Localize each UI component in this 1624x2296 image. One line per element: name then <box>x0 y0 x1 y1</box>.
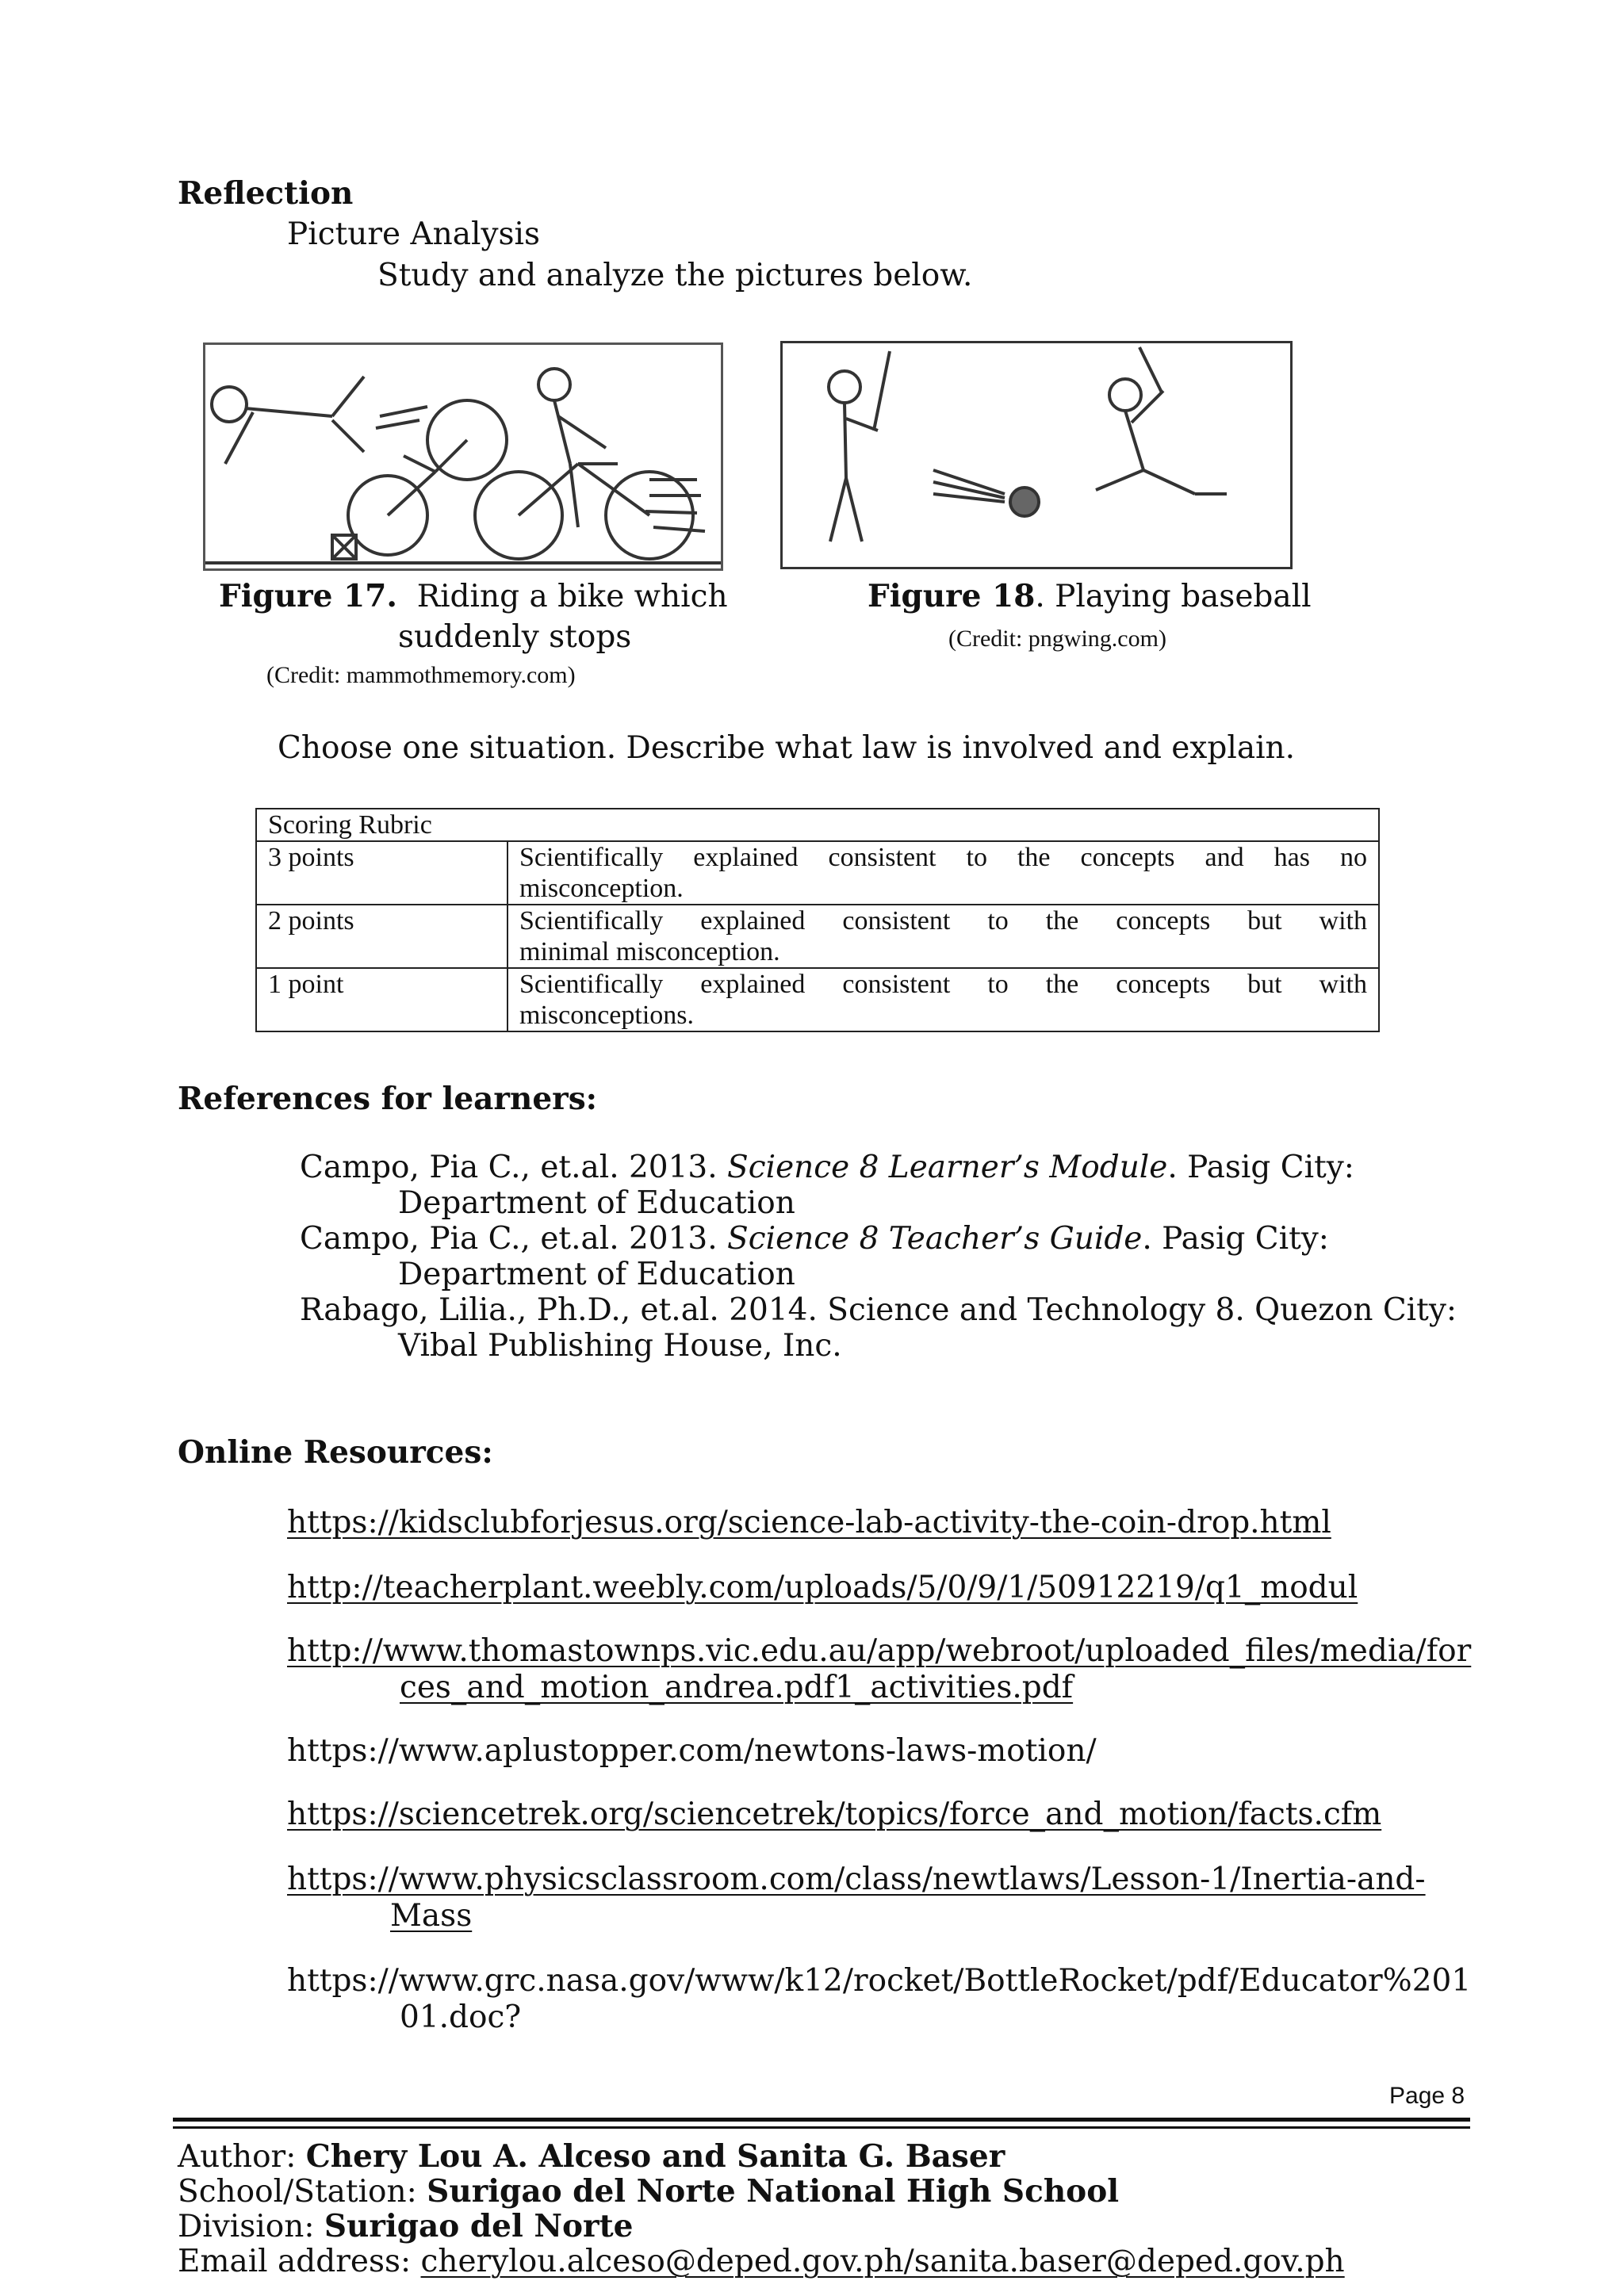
figure-18-credit: (Credit: pngwing.com) <box>948 626 1166 652</box>
section-heading-reflection: Reflection <box>178 175 354 212</box>
author-names: Chery Lou A. Alceso and Sanita G. Baser <box>305 2138 1005 2175</box>
school-name: Surigao del Norte National High School <box>427 2173 1120 2210</box>
online-link[interactable]: http://www.thomastownps.vic.edu.au/app/webroot/uploaded_files/media/for <box>287 1633 1472 1669</box>
figure-17-caption-line1 <box>219 579 728 615</box>
section-heading-references: References for learners: <box>178 1081 598 1117</box>
online-link[interactable]: http://teacherplant.weebly.com/uploads/5/0/9/1/50912219/q1_modul <box>287 1570 1358 1605</box>
reference-item: Campo, Pia C., et.al. 2013. Science 8 Learner’s Module. Pasig City: <box>300 1150 1354 1185</box>
rubric-row <box>256 841 1379 905</box>
page-number: Page 8 <box>1389 2083 1465 2109</box>
bike-accident-illustration <box>205 345 721 568</box>
rubric-points: 3 points <box>256 841 508 905</box>
rubric-points: 1 point <box>256 968 508 1031</box>
scoring-rubric-table <box>255 808 1380 1032</box>
section-heading-online-resources: Online Resources: <box>178 1434 493 1471</box>
rubric-title-row <box>256 809 1379 841</box>
figure-17-label: Figure 17. <box>219 578 397 614</box>
figure-17-caption-text: Riding a bike which <box>416 579 728 614</box>
division-name: Surigao del Norte <box>324 2208 634 2244</box>
figure-18-caption <box>868 579 1312 615</box>
rubric-criterion: Scientifically explained consistent to the concepts but with misconceptions. <box>508 968 1379 1031</box>
task-instruction: Choose one situation. Describe what law is involved and explain. <box>278 730 1296 766</box>
footer-divider <box>173 2118 1470 2122</box>
picture-analysis-subheading: Picture Analysis <box>287 216 541 252</box>
figure-17-credit: (Credit: mammothmemory.com) <box>266 662 576 688</box>
instruction-text: Study and analyze the pictures below. <box>377 258 973 293</box>
reference-item-continuation: Department of Education <box>398 1185 795 1221</box>
reference-item: Rabago, Lilia., Ph.D., et.al. 2014. Science and Technology 8. Quezon City: <box>300 1292 1457 1328</box>
online-link-continuation[interactable]: 01.doc? <box>400 1999 522 2035</box>
rubric-criterion: Scientifically explained consistent to the concepts and has no misconception. <box>508 841 1379 905</box>
reference-item-continuation: Vibal Publishing House, Inc. <box>398 1328 842 1364</box>
online-link-continuation[interactable]: ces_and_motion_andrea.pdf1_activities.pdf <box>400 1670 1074 1705</box>
rubric-points: 2 points <box>256 905 508 968</box>
figure-17-image <box>203 342 723 571</box>
references-list <box>300 1150 1457 1364</box>
online-link[interactable]: https://www.physicsclassroom.com/class/newtlaws/Lesson-1/Inertia-and- <box>287 1862 1426 1897</box>
figure-17-caption-line2: suddenly stops <box>398 619 632 655</box>
reference-item-continuation: Department of Education <box>398 1257 795 1292</box>
footer-division: Division: Surigao del Norte <box>178 2208 634 2244</box>
online-link-continuation[interactable]: Mass <box>390 1898 473 1934</box>
email-link[interactable]: cherylou.alceso@deped.gov.ph/sanita.baser@deped.gov.ph <box>420 2244 1345 2279</box>
rubric-row <box>256 968 1379 1031</box>
figure-18-label: Figure 18 <box>868 578 1036 614</box>
baseball-illustration <box>783 343 1290 567</box>
footer-divider-thin <box>173 2126 1470 2129</box>
online-link[interactable]: https://www.grc.nasa.gov/www/k12/rocket/BottleRocket/pdf/Educator%201 <box>287 1963 1472 1999</box>
online-link[interactable]: https://www.aplustopper.com/newtons-laws-motion/ <box>287 1733 1097 1769</box>
footer-author: Author: Chery Lou A. Alceso and Sanita G. Baser <box>178 2138 1005 2175</box>
rubric-row <box>256 905 1379 968</box>
online-link[interactable]: https://sciencetrek.org/sciencetrek/topics/force_and_motion/facts.cfm <box>287 1797 1382 1832</box>
footer-school: School/Station: Surigao del Norte National High School <box>178 2173 1120 2210</box>
online-link[interactable]: https://kidsclubforjesus.org/science-lab-activity-the-coin-drop.html <box>287 1505 1331 1540</box>
rubric-title: Scoring Rubric <box>256 809 1379 841</box>
rubric-criterion: Scientifically explained consistent to the concepts but with minimal misconception. <box>508 905 1379 968</box>
footer-email: Email address: cherylou.alceso@deped.gov.ph/sanita.baser@deped.gov.ph <box>178 2244 1345 2279</box>
figure-18-image <box>780 341 1293 569</box>
reference-item: Campo, Pia C., et.al. 2013. Science 8 Teacher’s Guide. Pasig City: <box>300 1221 1329 1257</box>
figure-18-caption-text: . Playing baseball <box>1035 579 1312 614</box>
